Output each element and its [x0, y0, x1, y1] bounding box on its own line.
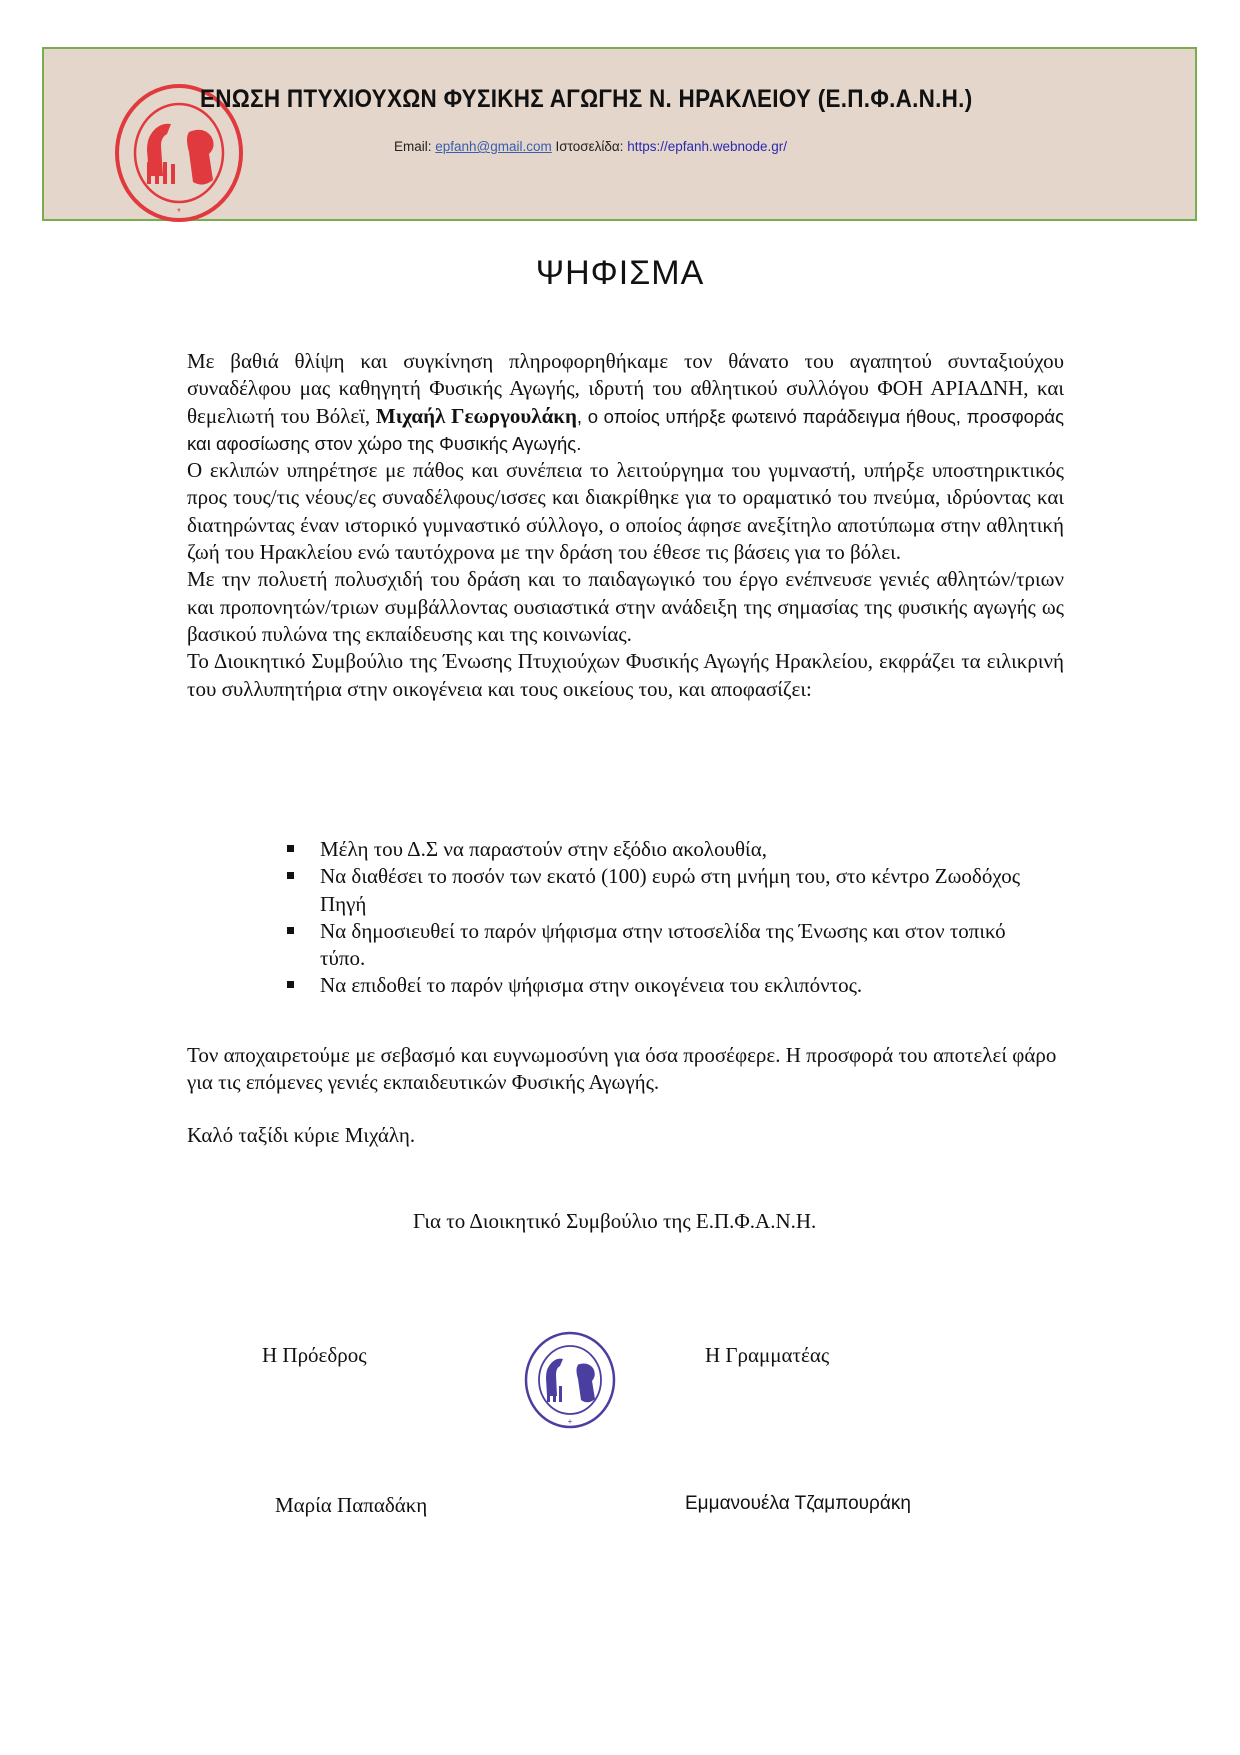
paragraph-1-tail: , ο οποίος υπήρξε φωτεινό παράδειγμα ήθους, προσφοράς και αφοσίωσης στον χώρο της Φυσικής Αγωγής. — [187, 405, 1064, 454]
decision-item: Μέλη του Δ.Σ να παραστούν στην εξόδιο ακολουθία, — [285, 836, 1055, 863]
resolution-body — [187, 348, 1064, 703]
email-link[interactable]: epfanh@gmail.com — [435, 139, 552, 154]
decision-item: Να διαθέσει το ποσόν των εκατό (100) ευρώ στη μνήμη του, στο κέντρο Ζωοδόχος Πηγή — [285, 863, 1055, 918]
paragraph-4: Το Διοικητικό Συμβούλιο της Ένωσης Πτυχιούχων Φυσικής Αγωγής Ηρακλείου, εκφράζει τα ειλικρινή του συλλυπητήρια στην οικογένεια και τους οικείους του, και αποφασίζει: — [187, 649, 1064, 701]
decision-item: Να δημοσιευθεί το παρόν ψήφισμα στην ιστοσελίδα της Ένωσης και στον τοπικό τύπο. — [285, 918, 1055, 973]
closing-paragraph — [187, 1042, 1067, 1097]
secretary-name: Εμμανουέλα Τζαμπουράκη — [685, 1493, 911, 1514]
organization-stamp-blue-icon — [523, 1330, 618, 1430]
paragraph-2: Ο εκλιπών υπηρέτησε με πάθος και συνέπεια το λειτούργημα του γυμναστή, υπήρξε υποστηρικτικός προς τους/τις νέους/ες συναδέλφους/ισσες και διακρίθηκε για το οραματικό του πνεύμα, ιδρύοντας και διατηρώντας έναν ιστορικό γυμναστικό σύλλογο, ο οποίος άφησε ανεξίτηλο αποτύπωμα στην αθλητική ζωή του Ηρακλείου ενώ ταυτόχρονα με την δράση του έθεσε τις βάσεις για το βόλει. — [187, 458, 1064, 565]
farewell-line: Καλό ταξίδι κύριε Μιχάλη. — [187, 1123, 416, 1147]
website-label: Ιστοσελίδα: — [551, 139, 628, 154]
deceased-name: Μιχαήλ Γεωργουλάκη — [375, 403, 577, 428]
decisions-list — [285, 836, 1055, 1000]
organization-name: ΕΝΩΣΗ ΠΤΥΧΙΟΥΧΩΝ ΦΥΣΙΚΗΣ ΑΓΩΓΗΣ Ν. ΗΡΑΚΛΕΙΟΥ (Ε.Π.Φ.Α.Ν.Η.) — [200, 85, 973, 113]
paragraph-1-text: Με βαθιά θλίψη και συγκίνηση πληροφορηθήκαμε τον θάνατο του αγαπητού συνταξιούχου συναδέλφου μας καθηγητή Φυσικής Αγωγής, ιδρυτή του αθλητικού συλλόγου ΦΟΗ ΑΡΙΑΔΝΗ, και θεμελιωτή του Βόλεϊ, — [187, 349, 1064, 428]
president-role: Η Πρόεδρος — [262, 1343, 367, 1367]
website-link[interactable]: https://epfanh.webnode.gr/ — [627, 139, 788, 154]
paragraph-1 — [187, 348, 1064, 457]
svg-text:+: + — [567, 1417, 573, 1426]
secretary-role: Η Γραμματέας — [705, 1343, 830, 1367]
contact-line — [394, 139, 787, 154]
decision-item: Να επιδοθεί το παρόν ψήφισμα στην οικογένεια του εκλιπόντος. — [285, 972, 1055, 999]
closing-text: Τον αποχαιρετούμε με σεβασμό και ευγνωμοσύνη για όσα προσέφερε. Η προσφορά του αποτελεί φάρο για τις επόμενες γενιές εκπαιδευτικών Φυσικής Αγωγής. — [187, 1043, 1057, 1095]
email-label: Email: — [394, 139, 436, 154]
paragraph-3: Με την πολυετή πολυσχιδή του δράση και το παιδαγωγικό του έργο ενέπνευσε γενιές αθλητών/τριων και προπονητών/τριων συμβάλλοντας ουσιαστικά στην ανάδειξη της σημασίας της φυσικής αγωγής ως βασικού πυλώνα της εκπαίδευσης και της κοινωνίας. — [187, 567, 1064, 646]
document-title: ΨΗΦΙΣΜΑ — [535, 254, 705, 292]
board-signoff: Για το Διοικητικό Συμβούλιο της Ε.Π.Φ.Α.Ν.Η. — [413, 1209, 817, 1233]
svg-text:*: * — [177, 207, 181, 218]
president-name: Μαρία Παπαδάκη — [275, 1493, 428, 1517]
